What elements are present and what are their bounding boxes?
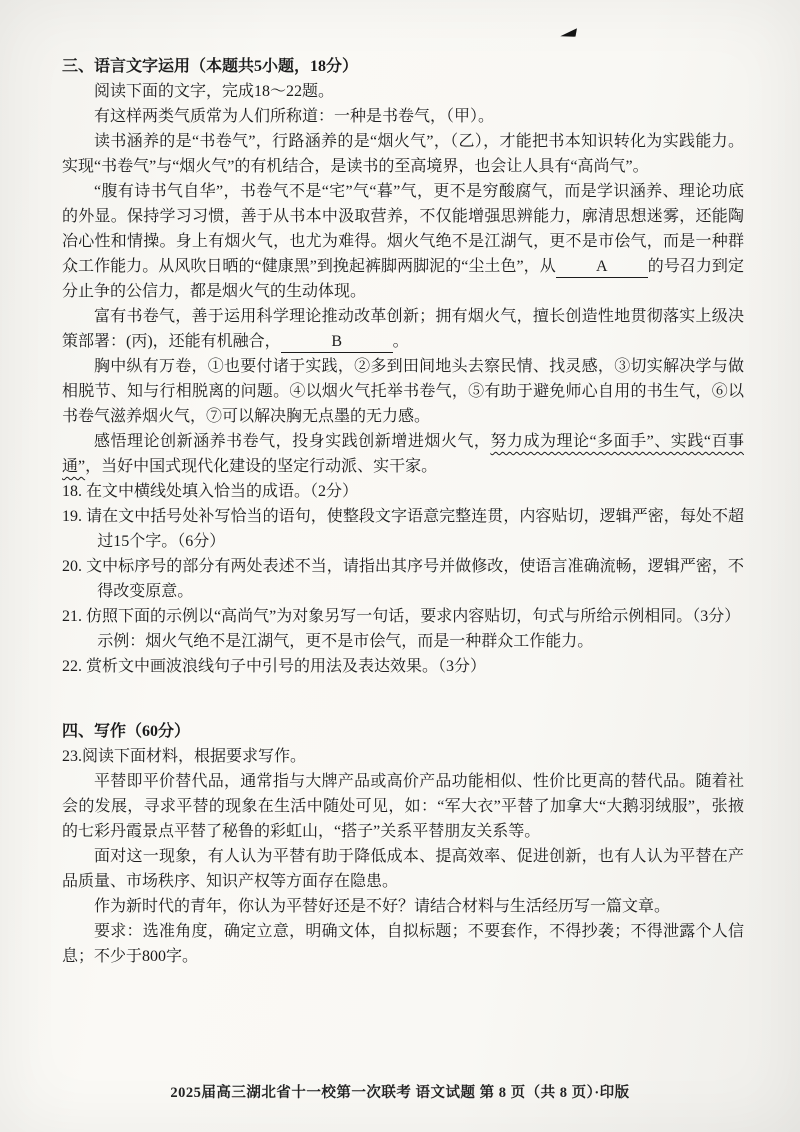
section-3-heading: 三、语言文字运用（本题共5小题，18分） xyxy=(62,58,359,75)
passage-p4-text-a: 富有书卷气，善于运用科学理论推动改革创新；拥有烟火气，擅长创造性地贯彻落实上级决策部署：(丙)，还能有机融合， xyxy=(62,308,744,350)
passage-paragraph-1: 有这样两类气质常为人们所称道：一种是书卷气，（甲）。 xyxy=(94,108,495,125)
passage-p3-text-b: 的号召力到定分止争的公信力，都是烟火气的生动体现。 xyxy=(62,258,744,300)
question-21 xyxy=(62,604,744,629)
reading-instruction: 阅读下面的文字，完成18～22题。 xyxy=(94,83,335,100)
question-23-number: 23. xyxy=(62,748,82,765)
section-4 xyxy=(62,719,744,969)
question-21-example: 示例：烟火气绝不是江湖气，更不是市侩气，而是一种群众工作能力。 xyxy=(97,633,594,650)
wavy-underlined-text: 努力成为理论“多面手”、实践“百事通” xyxy=(62,433,744,475)
question-18-text: 在文中横线处填入恰当的成语。（2分） xyxy=(86,483,359,500)
section-4-heading: 四、写作（60分） xyxy=(62,723,191,740)
passage-p6-text-a: 感悟理论创新涵养书卷气，投身实践创新增进烟火气， xyxy=(94,433,491,450)
passage-p3-text-a: “腹有诗书气自华”，书卷气不是“宅”气“暮”气，更不是穷酸腐气，而是学识涵养、理论功底的外显。保持学习习惯，善于从书本中汲取营养，不仅能增强思辨能力，廓清思想迷雾，还能陶冶心性和情操。身上有烟火气，也尤为难得。烟火气绝不是江湖气，更不是市侩气，而是一种群众工作能力。从风吹日晒的“健康黑”到挽起裤脚两脚泥的“尘土色”，从 xyxy=(62,183,744,275)
fill-in-blank-a xyxy=(556,257,648,278)
question-22 xyxy=(62,654,744,679)
page-footer: 2025届高三湖北省十一校第一次联考 语文试题 第 8 页（共 8 页）·印版 xyxy=(170,1085,630,1101)
material-paragraph-3: 作为新时代的青年，你认为平替好还是不好？请结合材料与生活经历写一篇文章。 xyxy=(94,898,671,915)
question-22-number: 22. xyxy=(62,658,82,675)
question-19-text: 请在文中括号处补写恰当的语句，使整段文字语意完整连贯，内容贴切，逻辑严密，每处不超过15个字。（6分） xyxy=(86,508,744,550)
scan-artifact-mark xyxy=(559,28,578,40)
question-21-number: 21. xyxy=(62,608,82,625)
section-3 xyxy=(62,54,744,679)
material-paragraph-4: 要求：选准角度，确定立意，明确文体，自拟标题；不要套作，不得抄袭；不得泄露个人信息；不少于800字。 xyxy=(62,923,744,965)
question-20 xyxy=(62,554,744,604)
blank-a-label: A xyxy=(595,258,608,275)
passage-p4-text-b: 。 xyxy=(392,333,409,350)
material-paragraph-2: 面对这一现象，有人认为平替有助于降低成本、提高效率、促进创新，也有人认为平替在产品质量、市场秩序、知识产权等方面存在隐患。 xyxy=(62,848,744,890)
question-21-text: 仿照下面的示例以“高尚气”为对象另写一句话，要求内容贴切，句式与所给示例相同。（3分） xyxy=(86,608,741,625)
question-19 xyxy=(62,504,744,554)
passage-paragraph-2: 读书涵养的是“书卷气”，行路涵养的是“烟火气”，（乙），才能把书本知识转化为实践能力。实现“书卷气”与“烟火气”的有机结合，是读书的至高境界，也会让人具有“高尚气”。 xyxy=(62,133,744,175)
passage-paragraph-6 xyxy=(62,429,744,479)
passage-paragraph-4 xyxy=(62,304,744,354)
question-20-text: 文中标序号的部分有两处表述不当，请指出其序号并做修改，使语言准确流畅，逻辑严密，不得改变原意。 xyxy=(86,558,744,600)
question-22-text: 赏析文中画波浪线句子中引号的用法及表达效果。（3分） xyxy=(86,658,487,675)
fill-in-blank-b xyxy=(281,332,393,353)
question-23-text: 阅读下面材料，根据要求写作。 xyxy=(82,748,307,765)
question-19-number: 19. xyxy=(62,508,82,525)
blank-b-label: B xyxy=(331,333,342,350)
question-23 xyxy=(62,744,744,769)
passage-p6-text-b: ，当好中国式现代化建设的坚定行动派、实干家。 xyxy=(85,458,438,475)
question-18 xyxy=(62,479,744,504)
question-18-number: 18. xyxy=(62,483,82,500)
passage-paragraph-5: 胸中纵有万卷，①也要付诸于实践，②多到田间地头去察民情、找灵感，③切实解决学与做相脱节、知与行相脱离的问题。④以烟火气托举书卷气，⑤有助于避免师心自用的书生气，⑥以书卷气滋养烟火气，⑦可以解决胸无点墨的无力感。 xyxy=(62,358,744,425)
question-20-number: 20. xyxy=(62,558,82,575)
material-paragraph-1: 平替即平价替代品，通常指与大牌产品或高价产品功能相似、性价比更高的替代品。随着社会的发展，寻求平替的现象在生活中随处可见，如：“军大衣”平替了加拿大“大鹅羽绒服”，张掖的七彩丹霞景点平替了秘鲁的彩虹山，“搭子”关系平替朋友关系等。 xyxy=(62,773,744,840)
passage-paragraph-3 xyxy=(62,179,744,304)
